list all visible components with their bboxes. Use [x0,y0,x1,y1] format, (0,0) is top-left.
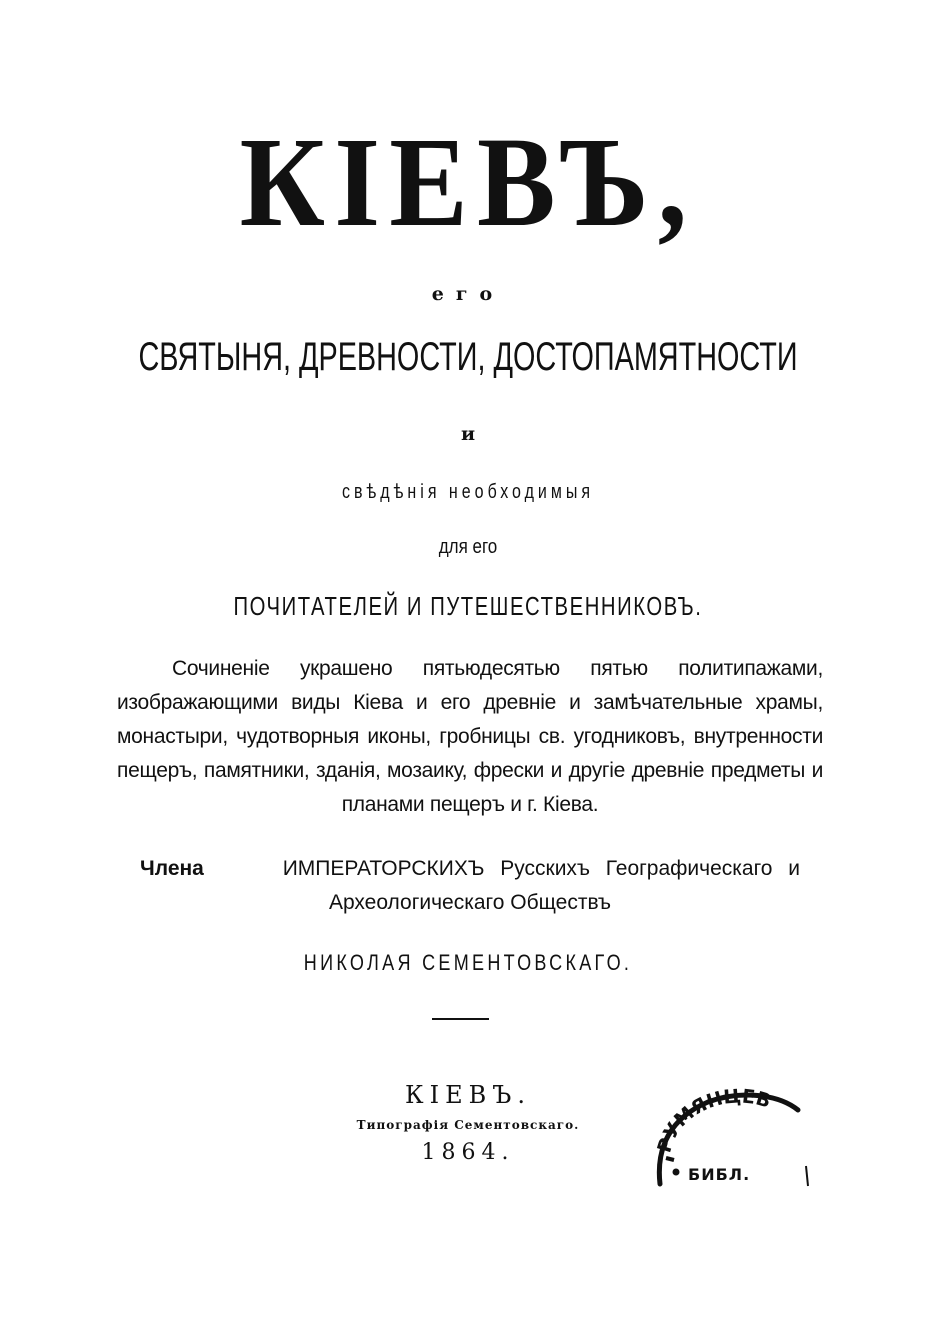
audience-line: ПОЧИТАТЕЛЕЙ И ПУТЕШЕСТВЕННИКОВЪ. [233,591,703,621]
author-role-text: ИМПЕРАТОРСКИХЪ Русскихъ Географическаго и Археологическаго Обществъ [282,857,800,914]
stamp-top-text: РУМЯНЦЕВ [653,1088,774,1156]
subtitle-connector-and: и [460,423,476,445]
separator-rule [432,1018,489,1020]
author-name: НИКОЛАЯ СЕМЕНТОВСКАГО. [303,950,633,975]
subtitle-connector-ego: его [431,283,505,305]
description-paragraph: Сочиненіе украшено пятьюдесятью пятью политипажами, изображающими виды Кіева и его древніе и замѣчательные храмы, монастыри, чудотворныя иконы, гробницы св. угодниковъ, внутренности пещеръ, памятники, зданія, мозаику, фрески и другіе древніе предметы и планами пещеръ и г. Кіева. [117,657,823,816]
imprint-year: 1864. [421,1140,515,1165]
book-title: КІЕВЪ, [239,111,697,253]
author-role-lead: Члена [140,857,204,880]
library-stamp [648,1088,818,1198]
stamp-bottom-text: БИБЛ. [688,1165,751,1184]
info-line: свѣдѣнія необходимыя [341,481,595,503]
imprint-city: КІЕВЪ. [405,1081,531,1109]
book-subtitle: СВЯТЫНЯ, ДРЕВНОСТИ, ДОСТОПАМЯТНОСТИ [138,335,798,379]
author-role [140,852,800,920]
for-whom-line: для его [438,536,498,558]
svg-text:РУМЯНЦЕВ [653,1088,773,1155]
imprint-printer: Типографія Сементовскаго. [356,1118,580,1132]
